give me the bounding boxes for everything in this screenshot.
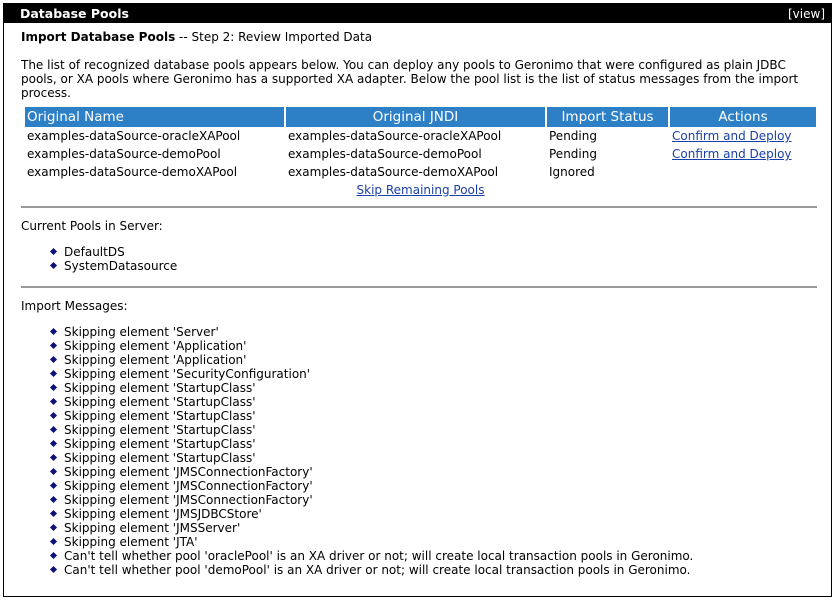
list-item: Skipping element 'StartupClass' <box>49 381 817 395</box>
view-link[interactable]: [view] <box>788 6 825 21</box>
pool-status-cell: Pending <box>549 147 597 161</box>
pool-name-cell: examples-dataSource-demoXAPool <box>27 165 238 179</box>
column-header-original-jndi: Original JNDI <box>286 107 545 127</box>
list-item: Skipping element 'StartupClass' <box>49 409 817 423</box>
section-divider <box>21 286 817 288</box>
skip-remaining-pools-link[interactable]: Skip Remaining Pools <box>356 182 485 197</box>
confirm-and-deploy-link[interactable]: Confirm and Deploy <box>672 147 792 161</box>
list-item: DefaultDS <box>49 245 817 259</box>
pool-jndi-cell: examples-dataSource-oracleXAPool <box>288 129 502 143</box>
list-item: Skipping element 'JTA' <box>49 535 817 549</box>
current-pools-label: Current Pools in Server: <box>21 219 163 233</box>
list-item: Skipping element 'StartupClass' <box>49 395 817 409</box>
table-row <box>25 145 816 163</box>
portlet-title: Database Pools <box>20 6 129 21</box>
list-item: Can't tell whether pool 'oraclePool' is an XA driver or not; will create local transaction pools in Geronimo. <box>49 549 817 563</box>
list-item: Skipping element 'JMSServer' <box>49 521 817 535</box>
pool-action-cell <box>670 145 816 163</box>
page-title: Import Database Pools <box>21 30 176 44</box>
list-item: Skipping element 'JMSConnectionFactory' <box>49 493 817 507</box>
pool-action-cell <box>670 163 816 181</box>
skip-row <box>25 181 816 199</box>
pool-jndi-cell: examples-dataSource-demoPool <box>288 147 482 161</box>
table-row <box>25 163 816 181</box>
pool-action-cell <box>670 127 816 145</box>
section-divider <box>21 206 817 208</box>
portlet-titlebar <box>4 4 831 23</box>
list-item: Skipping element 'Application' <box>49 339 817 353</box>
list-item: Can't tell whether pool 'demoPool' is an XA driver or not; will create local transaction pools in Geronimo. <box>49 563 817 577</box>
pool-jndi-cell: examples-dataSource-demoXAPool <box>288 165 499 179</box>
list-item: Skipping element 'StartupClass' <box>49 423 817 437</box>
table-row <box>25 127 816 145</box>
list-item: Skipping element 'JMSJDBCStore' <box>49 507 817 521</box>
list-item: Skipping element 'StartupClass' <box>49 451 817 465</box>
list-item: Skipping element 'JMSConnectionFactory' <box>49 465 817 479</box>
import-messages-list <box>21 325 817 577</box>
list-item: Skipping element 'Application' <box>49 353 817 367</box>
list-item: Skipping element 'JMSConnectionFactory' <box>49 479 817 493</box>
current-pools-list <box>21 245 817 273</box>
pool-status-cell: Pending <box>549 129 597 143</box>
confirm-and-deploy-link[interactable]: Confirm and Deploy <box>672 129 792 143</box>
page-step: -- Step 2: Review Imported Data <box>175 30 373 44</box>
list-item: SystemDatasource <box>49 259 817 273</box>
list-item: Skipping element 'StartupClass' <box>49 437 817 451</box>
import-messages-label: Import Messages: <box>21 299 128 313</box>
column-header-import-status: Import Status <box>547 107 668 127</box>
portlet-content <box>4 30 831 577</box>
database-pools-portlet <box>3 3 832 597</box>
pool-status-cell: Ignored <box>549 165 595 179</box>
list-item: Skipping element 'Server' <box>49 325 817 339</box>
pool-name-cell: examples-dataSource-demoPool <box>27 147 221 161</box>
table-header-row <box>25 107 816 127</box>
pool-name-cell: examples-dataSource-oracleXAPool <box>27 129 241 143</box>
pools-table <box>23 107 818 199</box>
list-item: Skipping element 'SecurityConfiguration' <box>49 367 817 381</box>
page-heading <box>21 30 817 44</box>
description-text: The list of recognized database pools appears below. You can deploy any pools to Geronimo that were configured as plain JDBC pools, or XA pools where Geronimo has a supported XA adapter. Below the pool list is the list of status messages from the import process. <box>21 58 799 100</box>
skip-cell <box>25 181 816 199</box>
column-header-original-name: Original Name <box>25 107 284 127</box>
column-header-actions: Actions <box>670 107 816 127</box>
